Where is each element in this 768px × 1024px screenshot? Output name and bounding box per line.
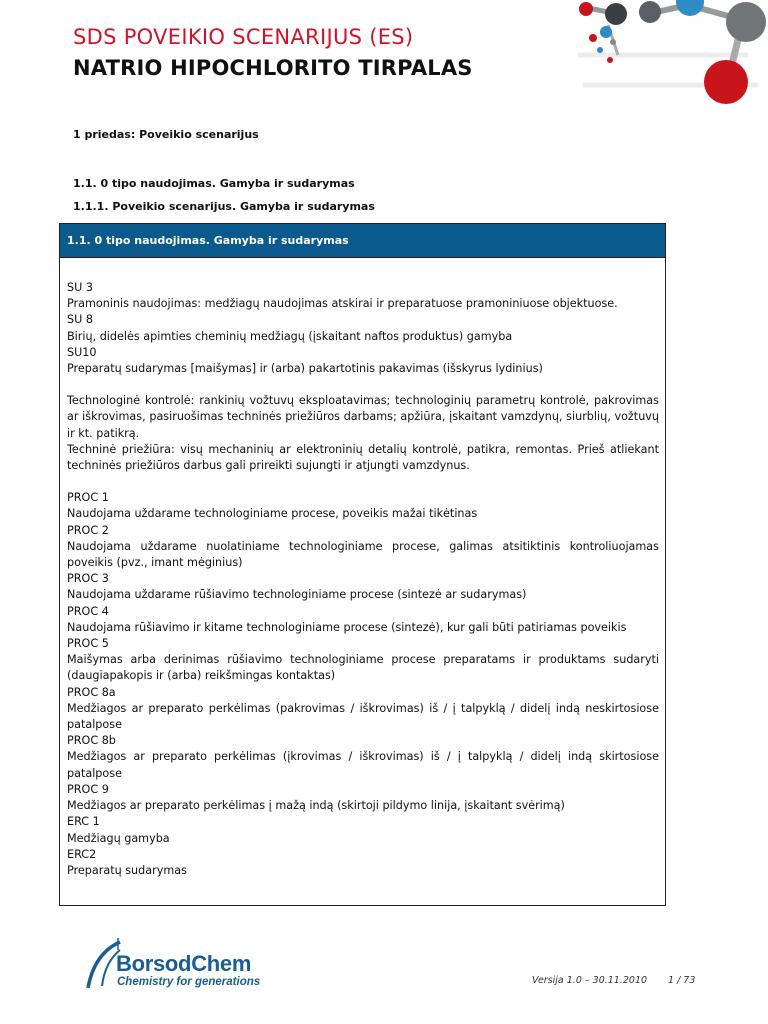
erc-item: [67, 814, 659, 846]
company-name: BorsodChem: [116, 951, 252, 976]
annex-heading: 1 priedas: Poveikio scenarijus: [73, 128, 259, 141]
proc-text: Naudojama rūšiavimo ir kitame technologiniame procese (sintezė), kur gali būti patiriamas poveikis: [67, 620, 627, 634]
proc-text: Medžiagos ar preparato perkėlimas (įkrovimas / iškrovimas) iš / į talpyklą / didelį indą skirtosiose patalpose: [67, 750, 659, 780]
erc-text: Medžiagų gamyba: [67, 831, 170, 845]
proc-code: PROC 5: [67, 637, 109, 651]
su-line: SU 3: [67, 281, 93, 294]
proc-code: PROC 1: [67, 491, 109, 505]
proc-text: Medžiagos ar preparato perkėlimas į mažą indą (skirtoji pildymo linija, įskaitant svėrimą): [67, 799, 565, 813]
su-line: Birių, didelės apimties cheminių medžiagų (įskaitant naftos produktus) gamyba: [67, 329, 513, 343]
proc-item: [67, 782, 659, 814]
proc-item: [67, 604, 659, 636]
box-body: [60, 258, 665, 879]
document-subtitle: NATRIO HIPOCHLORITO TIRPALAS: [73, 56, 473, 80]
molecule-graphic: [568, 0, 768, 112]
section-heading: 1.1. 0 tipo naudojimas. Gamyba ir sudarymas: [73, 177, 355, 190]
erc-text: Preparatų sudarymas: [67, 863, 187, 877]
su-line: SU10: [67, 345, 97, 359]
document-title: SDS POVEIKIO SCENARIJUS (ES): [73, 25, 414, 49]
proc-item: [67, 685, 659, 734]
proc-text: Naudojama uždarame nuolatiniame technologiniame procese, galimas atsitiktinis kontroliuojamas poveikis (pvz., imant mėginius): [67, 539, 659, 570]
proc-code: PROC 4: [67, 604, 109, 618]
page-number: 1 / 73: [668, 975, 696, 986]
proc-text: Naudojama uždarame rūšiavimo technologiniame procese (sintezė ar sudarymas): [67, 588, 527, 602]
proc-item: [67, 733, 659, 782]
su-line: Pramoninis naudojimas: medžiagų naudojimas atskirai ir preparatuose pramoniniuose objektuose.: [67, 297, 618, 311]
erc-code: ERC 1: [67, 815, 100, 829]
su-line: Preparatų sudarymas [maišymas] ir (arba) pakartotinis pakavimas (išskyrus lydinius): [67, 362, 543, 376]
proc-code: PROC 9: [67, 782, 109, 796]
proc-code: PROC 8a: [67, 685, 116, 699]
box-header: 1.1. 0 tipo naudojimas. Gamyba ir sudarymas: [60, 224, 665, 258]
company-tagline: Chemistry for generations: [117, 976, 261, 988]
proc-text: Medžiagos ar preparato perkėlimas (pakrovimas / iškrovimas) iš / į talpyklą / didelį indą neskirtosiose patalpose: [67, 701, 659, 732]
maintenance-paragraph: Techninė priežiūra: visų mechaninių ar elektroninių detalių kontrolė, patikra, remontas. Prieš atliekant techninės priežiūros darbus gali prireikti sujungti ir atjungti vamzdynus.: [67, 442, 659, 473]
su-line: SU 8: [67, 313, 93, 327]
proc-item: [67, 636, 659, 685]
erc-item: [67, 847, 659, 879]
proc-code: PROC 8b: [67, 734, 116, 748]
proc-text: Naudojama uždarame technologiniame procese, poveikis mažai tikėtinas: [67, 507, 478, 521]
exposure-scenario-box: [59, 223, 666, 906]
proc-item: [67, 571, 659, 603]
proc-code: PROC 3: [67, 572, 109, 586]
proc-text: Maišymas arba derinimas rūšiavimo technologiniame procese preparatams ir produktams sudaryti (daugiapakopis ir (arba) reikšmingas kontaktas): [67, 653, 659, 683]
subsection-heading: 1.1.1. Poveikio scenarijus. Gamyba ir sudarymas: [73, 200, 375, 213]
proc-item: [67, 490, 659, 522]
erc-code: ERC2: [67, 847, 97, 861]
proc-code: PROC 2: [67, 523, 109, 537]
version-label: Versija 1.0 – 30.11.2010: [532, 975, 648, 986]
control-paragraph: Technologinė kontrolė: rankinių vožtuvų eksploatavimas; technologinių parametrų kontrolė, pakrovimas ar iškrovimas, pasiruošimas techninės priežiūros darbams; apžiūra, įskaitant vamzdynų, siurblių, vožtuvų ir kt. patikrą.: [67, 394, 659, 440]
proc-item: [67, 523, 659, 572]
